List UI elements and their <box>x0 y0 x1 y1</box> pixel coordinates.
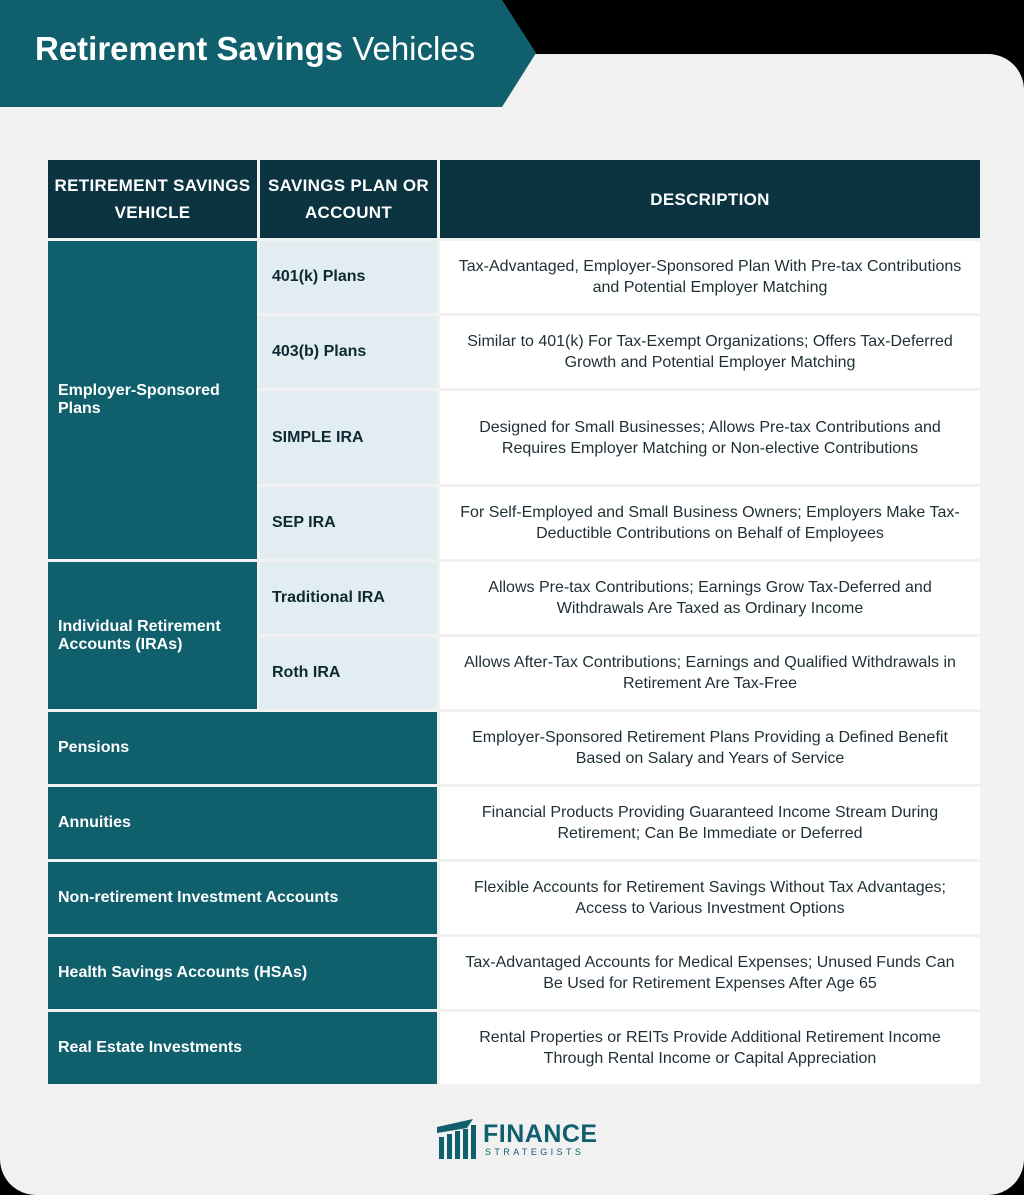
description-cell: Rental Properties or REITs Provide Additional Retirement Income Through Rental Income or Capital Appreciation <box>440 1012 980 1084</box>
page-title <box>35 30 475 68</box>
vehicle-cell: Pensions <box>48 712 437 784</box>
table-row <box>48 712 980 784</box>
table-row <box>48 862 980 934</box>
retirement-vehicles-table <box>45 157 983 1087</box>
description-cell: Designed for Small Businesses; Allows Pre-tax Contributions and Requires Employer Matching or Non-elective Contributions <box>440 391 980 484</box>
vehicle-cell: Health Savings Accounts (HSAs) <box>48 937 437 1009</box>
table-row <box>48 787 980 859</box>
table-row <box>48 937 980 1009</box>
finance-strategists-logo <box>437 1117 597 1161</box>
finance-strategists-logo-icon <box>437 1117 481 1159</box>
logo-name: FINANCE <box>483 1120 598 1148</box>
header-description: DESCRIPTION <box>440 160 980 238</box>
description-cell: For Self-Employed and Small Business Owners; Employers Make Tax-Deductible Contributions on Behalf of Employees <box>440 487 980 559</box>
description-cell: Similar to 401(k) For Tax-Exempt Organizations; Offers Tax-Deferred Growth and Potential Employer Matching <box>440 316 980 388</box>
description-cell: Allows After-Tax Contributions; Earnings and Qualified Withdrawals in Retirement Are Tax-Free <box>440 637 980 709</box>
description-cell: Flexible Accounts for Retirement Savings Without Tax Advantages; Access to Various Investment Options <box>440 862 980 934</box>
vehicle-cell: Non-retirement Investment Accounts <box>48 862 437 934</box>
table-row <box>48 241 980 313</box>
plan-cell: SIMPLE IRA <box>260 391 437 484</box>
plan-cell: 401(k) Plans <box>260 241 437 313</box>
group-employer-sponsored: Employer-Sponsored Plans <box>48 241 257 559</box>
description-cell: Employer-Sponsored Retirement Plans Providing a Defined Benefit Based on Salary and Years of Service <box>440 712 980 784</box>
vehicle-cell: Annuities <box>48 787 437 859</box>
table-row <box>48 562 980 634</box>
plan-cell: SEP IRA <box>260 487 437 559</box>
plan-cell: Roth IRA <box>260 637 437 709</box>
page-title-light: Vehicles <box>352 30 476 67</box>
description-cell: Tax-Advantaged Accounts for Medical Expenses; Unused Funds Can Be Used for Retirement Expenses After Age 65 <box>440 937 980 1009</box>
description-cell: Allows Pre-tax Contributions; Earnings Grow Tax-Deferred and Withdrawals Are Taxed as Ordinary Income <box>440 562 980 634</box>
logo-subtitle: STRATEGISTS <box>485 1147 585 1157</box>
vehicle-cell: Real Estate Investments <box>48 1012 437 1084</box>
description-cell: Tax-Advantaged, Employer-Sponsored Plan With Pre-tax Contributions and Potential Employer Matching <box>440 241 980 313</box>
header-vehicle: RETIREMENT SAVINGS VEHICLE <box>48 160 257 238</box>
header-plan: SAVINGS PLAN OR ACCOUNT <box>260 160 437 238</box>
group-iras: Individual Retirement Accounts (IRAs) <box>48 562 257 709</box>
plan-cell: Traditional IRA <box>260 562 437 634</box>
table-row <box>48 1012 980 1084</box>
plan-cell: 403(b) Plans <box>260 316 437 388</box>
description-cell: Financial Products Providing Guaranteed Income Stream During Retirement; Can Be Immediate or Deferred <box>440 787 980 859</box>
page-title-bold: Retirement Savings <box>35 30 344 67</box>
